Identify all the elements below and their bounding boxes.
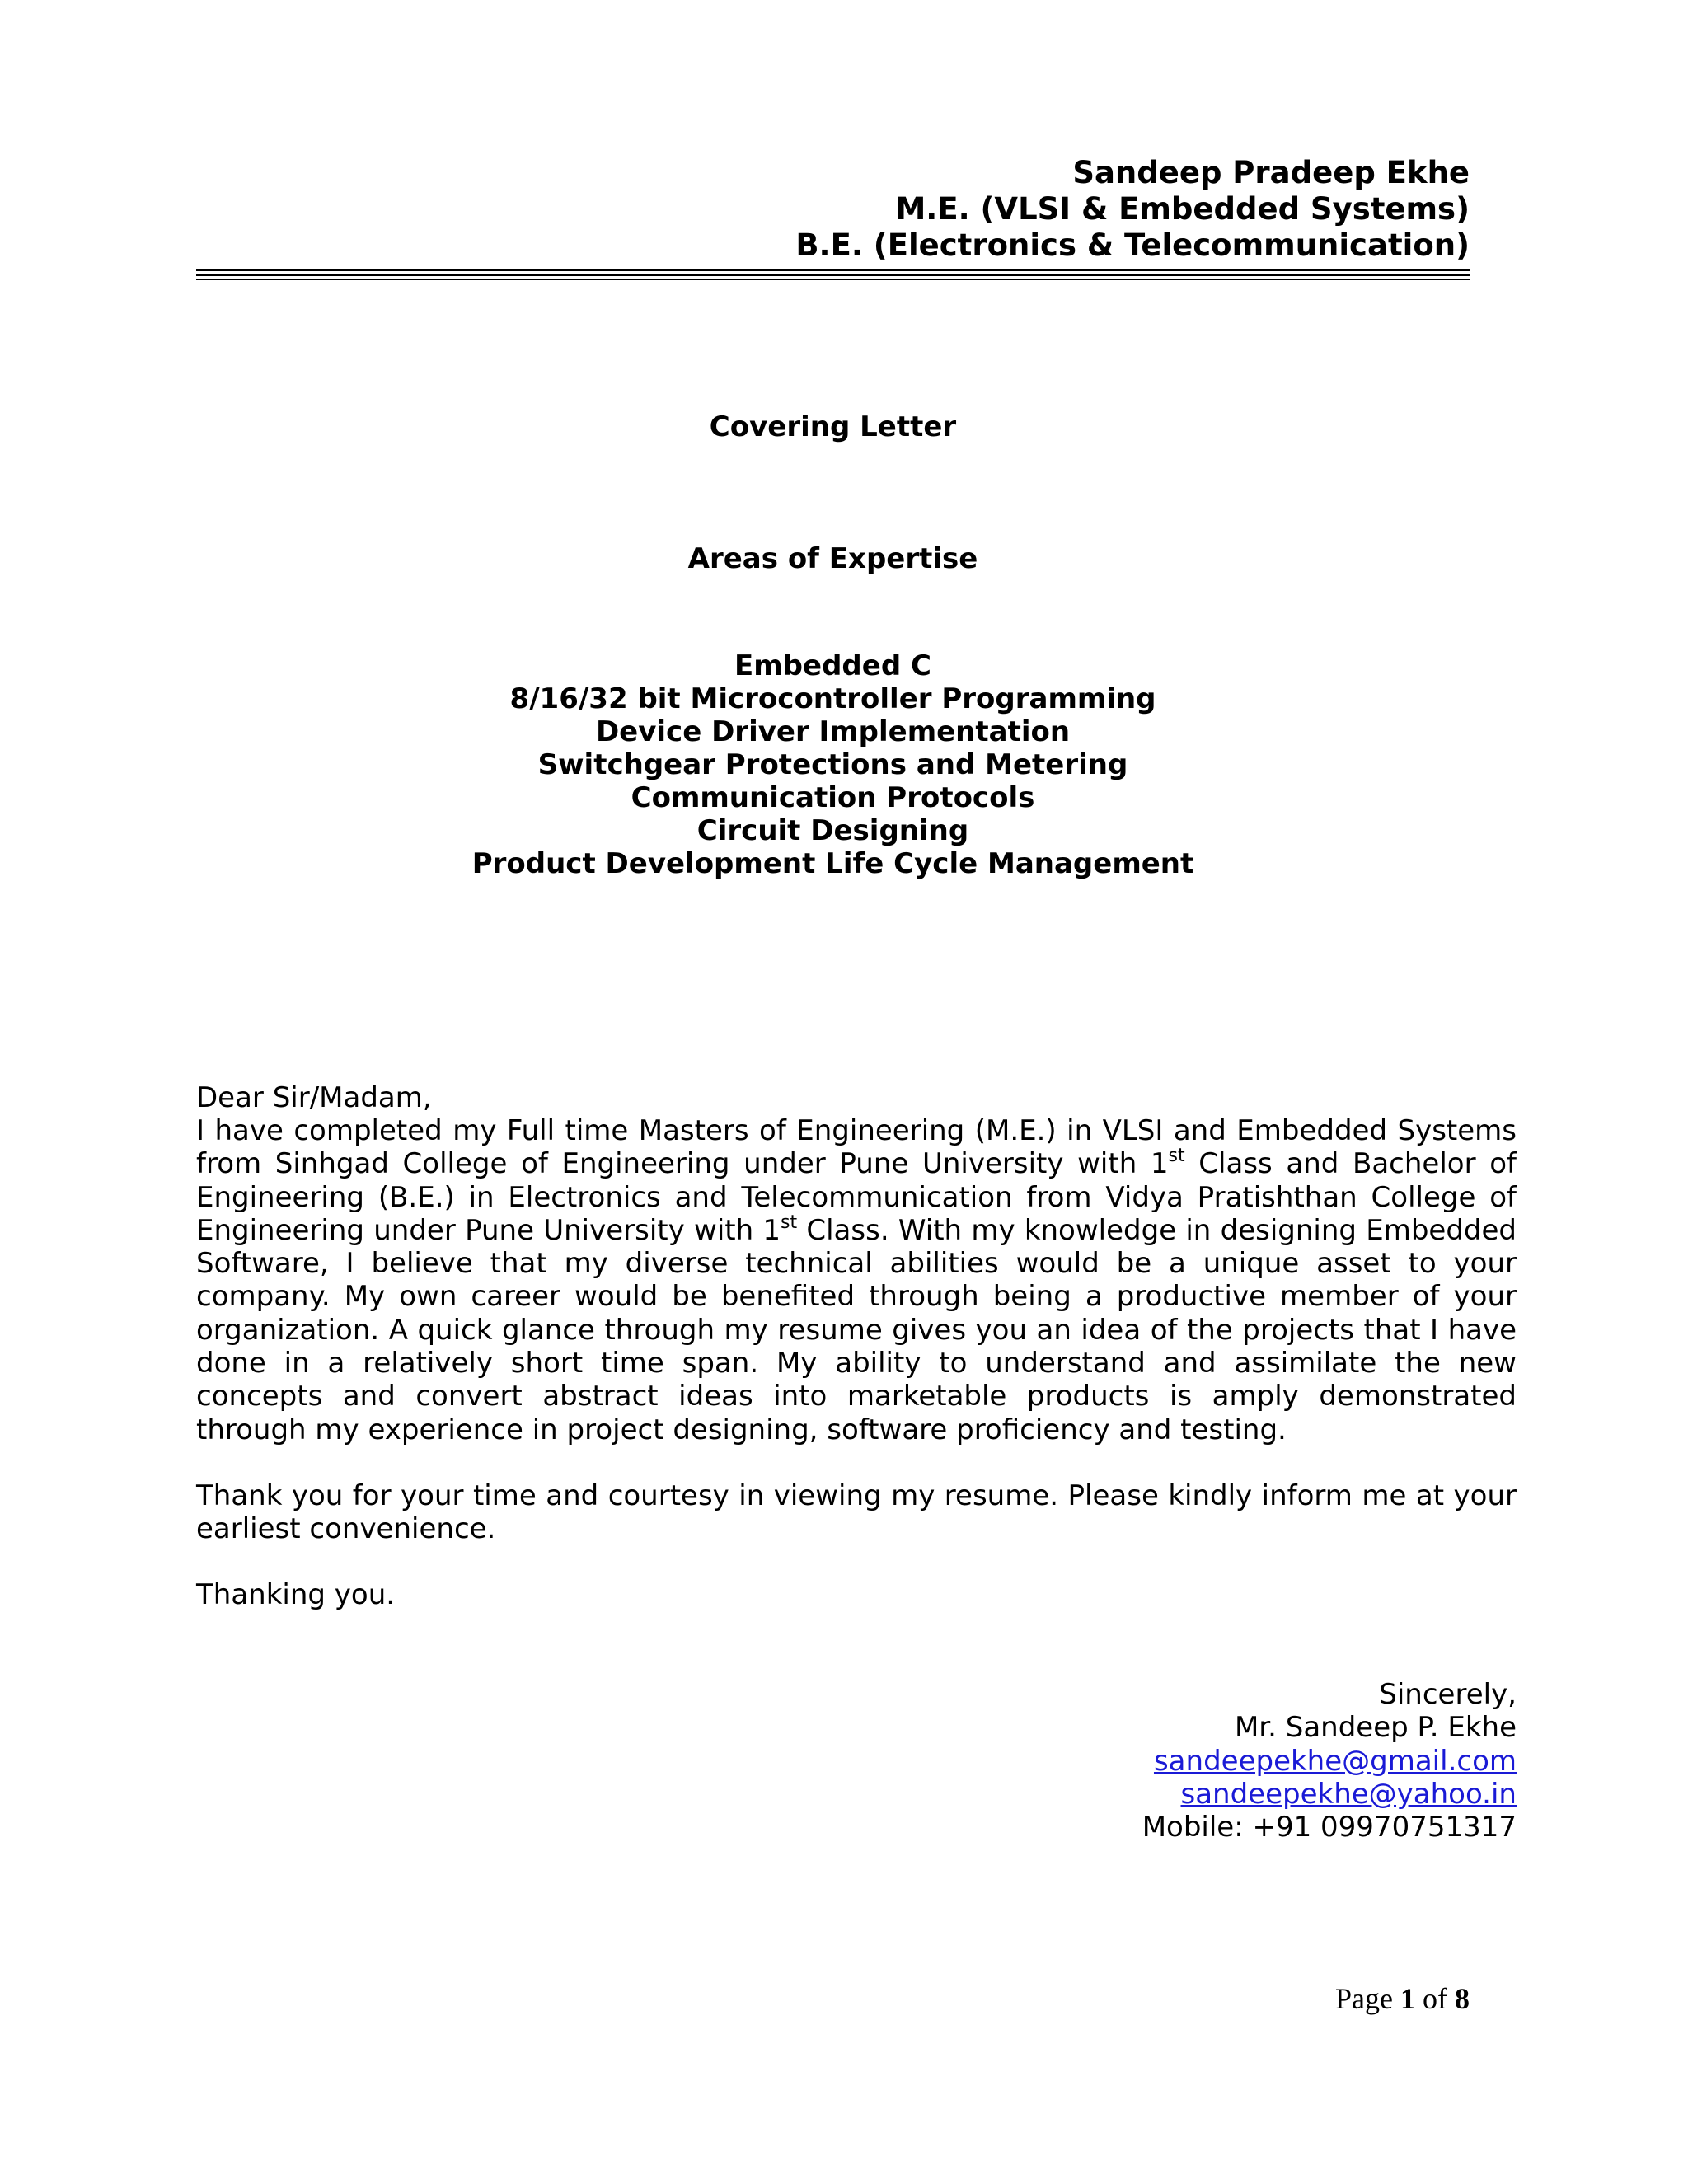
letter-paragraph-main	[196, 1114, 1517, 1446]
document-title: Covering Letter	[709, 410, 957, 443]
closing-thanks: Thanking you.	[196, 1578, 396, 1611]
expertise-heading: Areas of Expertise	[687, 542, 978, 575]
author-name: Sandeep Pradeep Ekhe	[1072, 155, 1470, 190]
expertise-list	[196, 649, 1470, 880]
letterhead	[196, 155, 1470, 264]
total-pages: 8	[1455, 1982, 1470, 2015]
expertise-item: Embedded C	[734, 649, 931, 682]
expertise-item: Switchgear Protections and Metering	[537, 748, 1128, 781]
page-word: Page	[1335, 1982, 1393, 2015]
letter-paragraph-thanks: Thank you for your time and courtesy in viewing my resume. Please kindly inform me at your earliest convenience.	[196, 1479, 1517, 1546]
para1-text: I have completed my Full time Masters of Engineering (M.E.) in VLSI and Embedded Systems from Sinhgad College of Engineering under Pune University with 1	[196, 1114, 1517, 1181]
current-page: 1	[1400, 1982, 1415, 2015]
para1-text: Class. With my knowledge in designing Embedded Software, I believe that my diverse technical abilities would be a unique asset to your company. My own career would be benefited through being a productive member of your organization. A quick glance through my resume gives you an idea of the projects that I have done in a relatively short time span. My ability to understand and assimilate the new concepts and convert abstract ideas into marketable products is amply demonstrated through my experience in project designing, software proficiency and testing.	[196, 1213, 1517, 1446]
degree-me: M.E. (VLSI & Embedded Systems)	[895, 191, 1470, 227]
header-rule-line	[196, 274, 1470, 276]
ordinal-suffix: st	[1168, 1146, 1185, 1167]
header-rule	[196, 269, 1470, 280]
header-rule-line	[196, 279, 1470, 280]
expertise-item: Communication Protocols	[631, 781, 1035, 814]
header-rule-line	[196, 269, 1470, 271]
sign-off: Sincerely,	[1379, 1678, 1517, 1711]
letterhead-text	[196, 155, 1470, 264]
ordinal-suffix: st	[781, 1212, 798, 1233]
email-link-gmail[interactable]: sandeepekhe@gmail.com	[1153, 1744, 1517, 1778]
expertise-item: Device Driver Implementation	[595, 715, 1071, 748]
para1-text: Class and Bachelor of Engineering (B.E.) in Electronics and Telecommunication from Vidya Pratishthan College of Engineering under Pune University with 1	[196, 1147, 1517, 1247]
email-link-yahoo[interactable]: sandeepekhe@yahoo.in	[1180, 1777, 1517, 1811]
degree-be: B.E. (Electronics & Telecommunication)	[795, 227, 1470, 263]
expertise-item: Product Development Life Cycle Management	[471, 847, 1194, 880]
mobile-number: Mobile: +91 09970751317	[1142, 1811, 1517, 1844]
signature-block	[907, 1678, 1517, 1844]
page-number	[1071, 1980, 1470, 2017]
expertise-item: Circuit Designing	[696, 814, 969, 847]
expertise-item: 8/16/32 bit Microcontroller Programming	[509, 682, 1156, 715]
signer-name: Mr. Sandeep P. Ekhe	[1234, 1711, 1517, 1745]
salutation: Dear Sir/Madam,	[196, 1081, 432, 1114]
of-word: of	[1423, 1982, 1447, 2015]
